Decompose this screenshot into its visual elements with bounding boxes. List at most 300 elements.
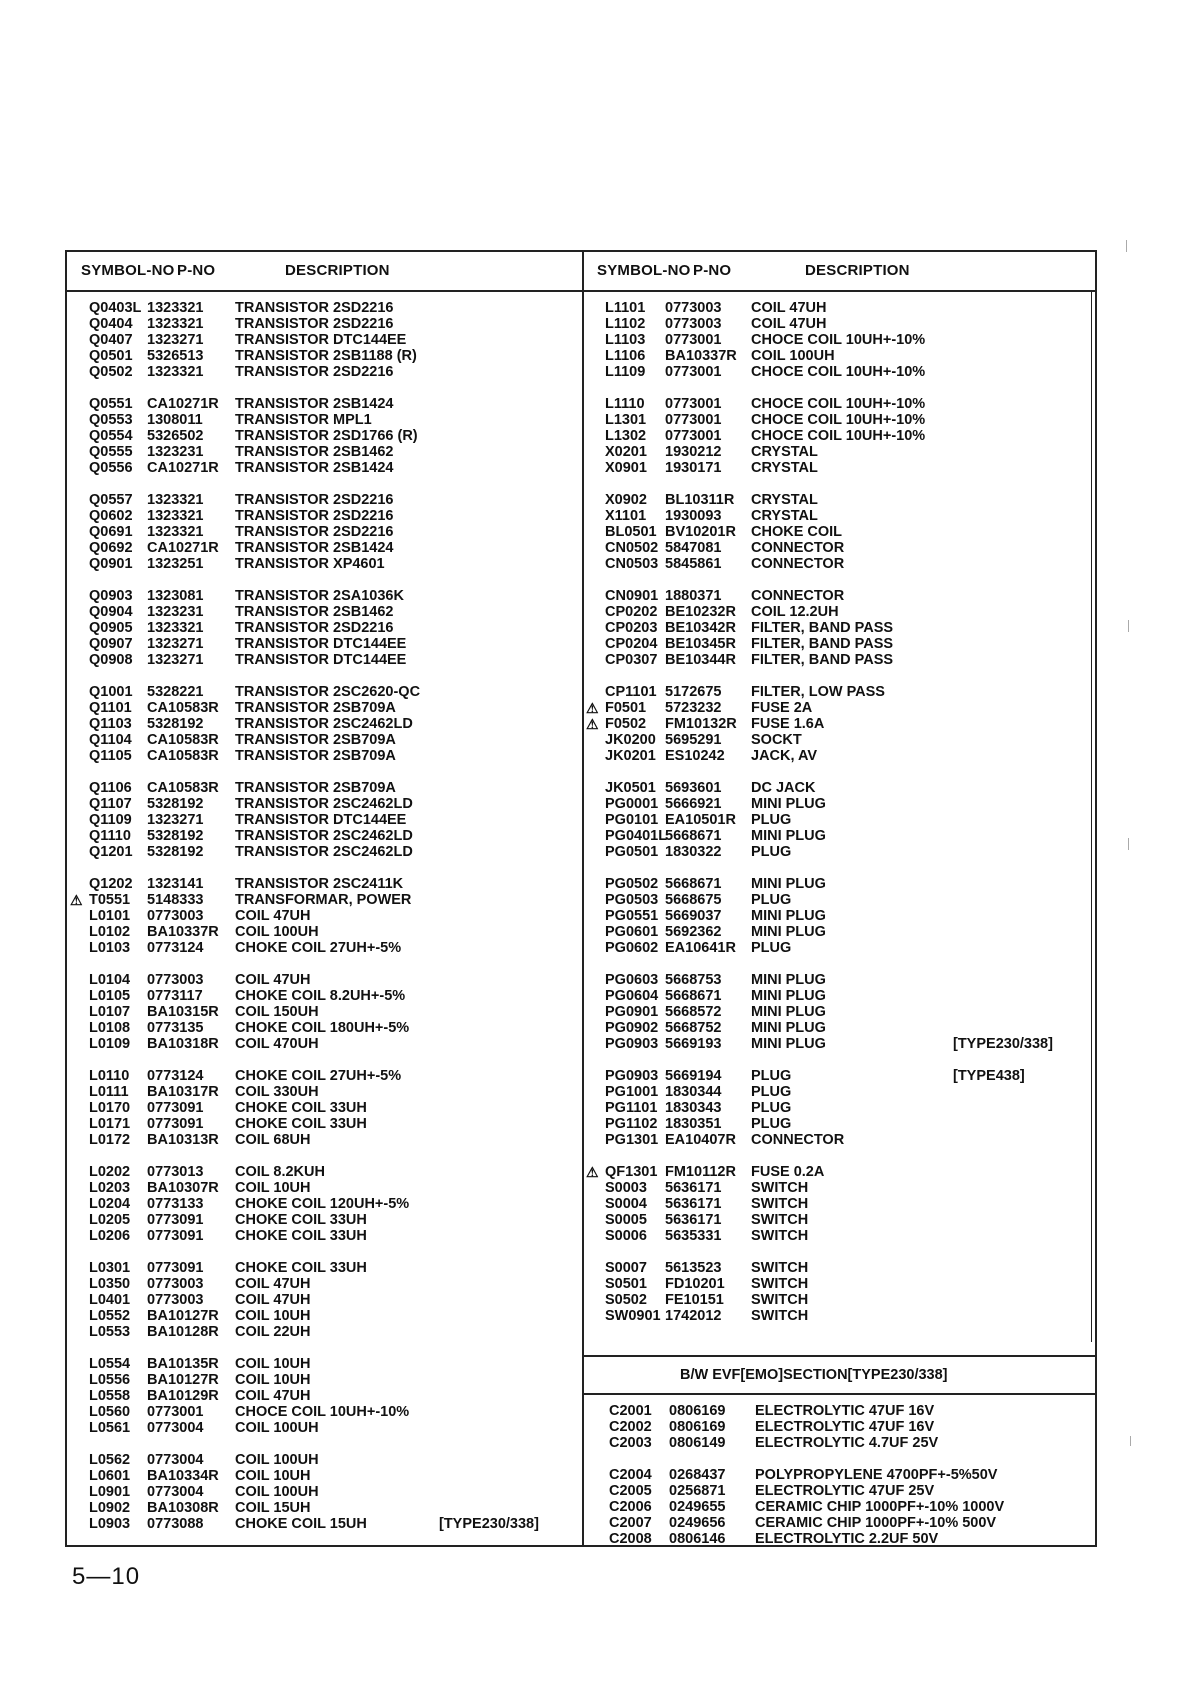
description-cell: SWITCH: [751, 1260, 809, 1276]
description-cell: COIL 15UH: [235, 1500, 311, 1516]
symbol-no-cell: X0901: [605, 460, 647, 476]
description-cell: CRYSTAL: [751, 460, 818, 476]
description-cell: CHOCE COIL 10UH+-10%: [751, 412, 926, 428]
table-row: [89, 1356, 569, 1372]
warning-icon: ⚠: [586, 716, 599, 732]
table-row: [89, 1116, 569, 1132]
table-row: [605, 732, 1095, 748]
description-cell: FUSE 1.6A: [751, 716, 825, 732]
table-row: [89, 1292, 569, 1308]
symbol-no-cell: F0502: [605, 716, 647, 732]
symbol-no-cell: T0551: [89, 892, 131, 908]
part-no-cell: 0773004: [147, 1484, 204, 1500]
description-cell: TRANSISTOR XP4601: [235, 556, 385, 572]
part-no-cell: 1323231: [147, 604, 204, 620]
table-row: [605, 924, 1095, 940]
symbol-no-cell: L0105: [89, 988, 131, 1004]
symbol-no-cell: L0903: [89, 1516, 131, 1532]
symbol-no-cell: Q1201: [89, 844, 133, 860]
description-cell: CHOCE COIL 10UH+-10%: [235, 1404, 410, 1420]
part-no-cell: 5668671: [665, 828, 722, 844]
part-no-cell: 0773001: [665, 364, 722, 380]
part-no-cell: 5668752: [665, 1020, 722, 1036]
symbol-no-cell: L0172: [89, 1132, 131, 1148]
symbol-no-cell: PG1001: [605, 1084, 659, 1100]
part-no-cell: 5666921: [665, 796, 722, 812]
symbol-no-cell: L0556: [89, 1372, 131, 1388]
description-cell: TRANSISTOR 2SB709A: [235, 732, 396, 748]
part-no-cell: 5668572: [665, 1004, 722, 1020]
page-number: 5—10: [72, 1563, 141, 1590]
part-no-cell: 0773003: [147, 1276, 204, 1292]
header-symbol-no-right: SYMBOL-NO: [597, 262, 691, 279]
symbol-no-cell: S0003: [605, 1180, 647, 1196]
description-cell: MINI PLUG: [751, 1004, 826, 1020]
part-no-cell: 5669193: [665, 1036, 722, 1052]
description-cell: CHOCE COIL 10UH+-10%: [751, 396, 926, 412]
symbol-no-cell: PG0903: [605, 1036, 659, 1052]
part-no-cell: 0773001: [665, 428, 722, 444]
part-no-cell: 1323271: [147, 652, 204, 668]
table-row: [586, 700, 1095, 716]
symbol-no-cell: Q0557: [89, 492, 133, 508]
table-row: [605, 332, 1095, 348]
table-row: [605, 1260, 1095, 1276]
table-row: [605, 1020, 1095, 1036]
symbol-no-cell: S0501: [605, 1276, 647, 1292]
part-no-cell: BA10317R: [147, 1084, 219, 1100]
part-no-cell: 0773001: [147, 1404, 204, 1420]
symbol-no-cell: L1103: [605, 332, 646, 348]
part-no-cell: 1323321: [147, 620, 204, 636]
part-no-cell: FE10151: [665, 1292, 724, 1308]
table-row: [89, 588, 569, 604]
type-note: [TYPE230/338]: [439, 1516, 539, 1532]
table-row: [89, 604, 569, 620]
symbol-no-cell: CP0307: [605, 652, 658, 668]
symbol-no-cell: BL0501: [605, 524, 657, 540]
table-row: [605, 604, 1095, 620]
table-row: [89, 940, 569, 956]
part-no-cell: BA10315R: [147, 1004, 219, 1020]
description-cell: FILTER, BAND PASS: [751, 636, 894, 652]
table-row: [605, 812, 1095, 828]
table-row: [605, 300, 1095, 316]
symbol-no-cell: L0601: [89, 1468, 131, 1484]
table-row: [89, 1036, 569, 1052]
part-no-cell: 0773013: [147, 1164, 204, 1180]
table-row: [89, 428, 569, 444]
part-no-cell: 0249655: [669, 1499, 726, 1515]
table-row: [605, 940, 1095, 956]
table-row: [89, 556, 569, 572]
table-row: [89, 364, 569, 380]
table-row: [605, 1292, 1095, 1308]
part-group: [89, 588, 569, 668]
table-row: [605, 556, 1095, 572]
column-divider: [582, 252, 584, 1545]
table-row: [89, 972, 569, 988]
symbol-no-cell: Q0403L: [89, 300, 142, 316]
part-group: [89, 780, 569, 860]
part-no-cell: 0773135: [147, 1020, 204, 1036]
symbol-no-cell: Q1106: [89, 780, 132, 796]
part-group: [586, 1164, 1095, 1244]
part-group: [605, 1068, 1095, 1148]
table-row: [89, 1260, 569, 1276]
description-cell: CHOKE COIL 15UH: [235, 1516, 367, 1532]
table-row: [605, 540, 1095, 556]
symbol-no-cell: L0104: [89, 972, 131, 988]
description-cell: CHOKE COIL 33UH: [235, 1100, 367, 1116]
table-row: [605, 1276, 1095, 1292]
part-group: [89, 1260, 569, 1340]
symbol-no-cell: Q1105: [89, 748, 132, 764]
symbol-no-cell: CP0203: [605, 620, 658, 636]
description-cell: ELECTROLYTIC 47UF 16V: [755, 1403, 935, 1419]
description-cell: CHOKE COIL 33UH: [235, 1212, 367, 1228]
table-row: [605, 1180, 1095, 1196]
symbol-no-cell: L0558: [89, 1388, 131, 1404]
table-row: [89, 812, 569, 828]
table-row: [605, 972, 1095, 988]
table-row: [605, 1100, 1095, 1116]
part-group: [605, 1260, 1095, 1324]
part-no-cell: 0773117: [147, 988, 203, 1004]
description-cell: TRANSISTOR 2SC2620-QC: [235, 684, 421, 700]
table-row: [89, 876, 569, 892]
description-cell: TRANSISTOR 2SD2216: [235, 316, 394, 332]
part-group: [586, 684, 1095, 764]
part-no-cell: 0773004: [147, 1452, 204, 1468]
part-no-cell: 0773133: [147, 1196, 204, 1212]
table-row: [605, 892, 1095, 908]
table-row: [89, 396, 569, 412]
symbol-no-cell: L1101: [605, 300, 646, 316]
part-no-cell: EA10501R: [665, 812, 736, 828]
part-no-cell: 0773088: [147, 1516, 204, 1532]
symbol-no-cell: JK0201: [605, 748, 656, 764]
symbol-no-cell: L0203: [89, 1180, 131, 1196]
part-no-cell: BA10313R: [147, 1132, 219, 1148]
table-row: [89, 796, 569, 812]
table-row: [89, 1020, 569, 1036]
table-row: [89, 988, 569, 1004]
symbol-no-cell: X1101: [605, 508, 647, 524]
description-cell: MINI PLUG: [751, 972, 826, 988]
symbol-no-cell: CP0202: [605, 604, 658, 620]
description-cell: FUSE 0.2A: [751, 1164, 825, 1180]
part-no-cell: BA10129R: [147, 1388, 219, 1404]
table-row: [605, 524, 1095, 540]
symbol-no-cell: L0110: [89, 1068, 130, 1084]
table-row: [605, 1132, 1095, 1148]
description-cell: COIL 10UH: [235, 1372, 311, 1388]
table-row: [89, 1308, 569, 1324]
table-row: [89, 1004, 569, 1020]
part-no-cell: CA10271R: [147, 396, 219, 412]
description-cell: CHOKE COIL 27UH+-5%: [235, 940, 402, 956]
symbol-no-cell: F0501: [605, 700, 647, 716]
symbol-no-cell: L0109: [89, 1036, 131, 1052]
table-row: [605, 1228, 1095, 1244]
description-cell: CHOCE COIL 10UH+-10%: [751, 364, 926, 380]
symbol-no-cell: S0006: [605, 1228, 647, 1244]
part-no-cell: 1930171: [665, 460, 722, 476]
part-no-cell: 1323271: [147, 636, 204, 652]
part-no-cell: 5668753: [665, 972, 722, 988]
part-no-cell: 0268437: [669, 1467, 726, 1483]
part-group: [605, 1467, 1095, 1547]
symbol-no-cell: Q0908: [89, 652, 133, 668]
description-cell: TRANSISTOR 2SC2411K: [235, 876, 404, 892]
type-note: [TYPE438]: [953, 1068, 1025, 1084]
table-row: [605, 364, 1095, 380]
description-cell: TRANSISTOR 2SD2216: [235, 508, 394, 524]
part-no-cell: 0773001: [665, 396, 722, 412]
symbol-no-cell: PG0604: [605, 988, 659, 1004]
table-row: [605, 444, 1095, 460]
description-cell: COIL 12.2UH: [751, 604, 839, 620]
description-cell: MINI PLUG: [751, 924, 826, 940]
table-row: [89, 508, 569, 524]
description-cell: SWITCH: [751, 1212, 809, 1228]
part-no-cell: 0773091: [147, 1116, 204, 1132]
symbol-no-cell: L0204: [89, 1196, 131, 1212]
part-group: [89, 1452, 569, 1532]
description-cell: TRANSISTOR 2SB1424: [235, 396, 394, 412]
description-cell: TRANSISTOR DTC144EE: [235, 332, 407, 348]
symbol-no-cell: PG1101: [605, 1100, 658, 1116]
description-cell: PLUG: [751, 892, 792, 908]
table-row: [89, 908, 569, 924]
part-no-cell: 0773001: [665, 332, 722, 348]
description-cell: TRANSISTOR 2SD2216: [235, 300, 394, 316]
description-cell: SWITCH: [751, 1308, 809, 1324]
part-no-cell: 0806149: [669, 1435, 726, 1451]
description-cell: PLUG: [751, 812, 792, 828]
description-cell: TRANSISTOR 2SD1766 (R): [235, 428, 418, 444]
part-no-cell: 5847081: [665, 540, 722, 556]
symbol-no-cell: Q0903: [89, 588, 133, 604]
table-row: [89, 732, 569, 748]
symbol-no-cell: X0902: [605, 492, 647, 508]
table-row: [605, 1068, 1095, 1084]
table-row: [89, 1500, 569, 1516]
symbol-no-cell: C2007: [609, 1515, 652, 1531]
description-cell: CHOKE COIL 180UH+-5%: [235, 1020, 410, 1036]
description-cell: CRYSTAL: [751, 508, 818, 524]
part-no-cell: FM10132R: [665, 716, 737, 732]
table-row: [605, 412, 1095, 428]
symbol-no-cell: L0301: [89, 1260, 131, 1276]
part-no-cell: CA10271R: [147, 540, 219, 556]
table-row: [605, 1483, 1095, 1499]
part-no-cell: 0773003: [665, 316, 722, 332]
part-no-cell: BA10318R: [147, 1036, 219, 1052]
symbol-no-cell: Q1110: [89, 828, 131, 844]
symbol-no-cell: Q1109: [89, 812, 132, 828]
margin-mark: [1128, 838, 1129, 850]
part-group: [605, 1403, 1095, 1451]
part-no-cell: BE10342R: [665, 620, 736, 636]
symbol-no-cell: L1106: [605, 348, 646, 364]
description-cell: COIL 47UH: [235, 972, 311, 988]
part-no-cell: 5326502: [147, 428, 204, 444]
description-cell: TRANSISTOR 2SB1462: [235, 444, 394, 460]
symbol-no-cell: L0111: [89, 1084, 129, 1100]
margin-mark: [1128, 620, 1129, 632]
warning-icon: ⚠: [586, 1164, 599, 1180]
symbol-no-cell: L0171: [89, 1116, 131, 1132]
symbol-no-cell: Q1101: [89, 700, 132, 716]
part-no-cell: 5613523: [665, 1260, 722, 1276]
description-cell: PLUG: [751, 940, 792, 956]
part-no-cell: 5692362: [665, 924, 722, 940]
symbol-no-cell: Q1202: [89, 876, 133, 892]
symbol-no-cell: L0552: [89, 1308, 131, 1324]
part-no-cell: 1308011: [147, 412, 203, 428]
description-cell: PLUG: [751, 1084, 792, 1100]
description-cell: TRANSISTOR 2SB1424: [235, 540, 394, 556]
type-note: [TYPE230/338]: [953, 1036, 1053, 1052]
description-cell: FILTER, BAND PASS: [751, 652, 894, 668]
symbol-no-cell: L0562: [89, 1452, 131, 1468]
symbol-no-cell: PG0603: [605, 972, 659, 988]
table-row: [89, 444, 569, 460]
symbol-no-cell: L0103: [89, 940, 131, 956]
symbol-no-cell: PG0503: [605, 892, 659, 908]
description-cell: CHOKE COIL 33UH: [235, 1228, 367, 1244]
table-row: [605, 1499, 1095, 1515]
table-row: [605, 1084, 1095, 1100]
part-no-cell: BV10201R: [665, 524, 736, 540]
symbol-no-cell: Q0551: [89, 396, 133, 412]
part-no-cell: 1323321: [147, 300, 204, 316]
symbol-no-cell: PG0501: [605, 844, 659, 860]
left-column: [70, 300, 569, 1548]
description-cell: TRANSISTOR 2SA1036K: [235, 588, 404, 604]
table-row: [605, 1515, 1095, 1531]
part-no-cell: 5328221: [147, 684, 204, 700]
symbol-no-cell: PG1301: [605, 1132, 659, 1148]
part-no-cell: BA10337R: [147, 924, 219, 940]
part-group: [605, 588, 1095, 668]
table-row: [605, 620, 1095, 636]
table-row: [605, 588, 1095, 604]
description-cell: SWITCH: [751, 1180, 809, 1196]
table-row: [89, 1516, 569, 1532]
table-row: [89, 524, 569, 540]
table-row: [586, 716, 1095, 732]
table-row: [89, 412, 569, 428]
part-group: [89, 492, 569, 572]
symbol-no-cell: L0401: [89, 1292, 131, 1308]
part-no-cell: 0773003: [665, 300, 722, 316]
description-cell: TRANSFORMAR, POWER: [235, 892, 412, 908]
description-cell: TRANSISTOR DTC144EE: [235, 636, 407, 652]
part-group: [89, 684, 569, 764]
table-row: [605, 748, 1095, 764]
symbol-no-cell: C2006: [609, 1499, 652, 1515]
table-row: [89, 1324, 569, 1340]
description-cell: COIL 330UH: [235, 1084, 319, 1100]
part-no-cell: BA10308R: [147, 1500, 219, 1516]
symbol-no-cell: PG0401L: [605, 828, 668, 844]
part-no-cell: 0806169: [669, 1403, 726, 1419]
table-row: [605, 396, 1095, 412]
table-row: [605, 1531, 1095, 1547]
table-row: [89, 1452, 569, 1468]
table-row: [89, 300, 569, 316]
symbol-no-cell: Q0901: [89, 556, 133, 572]
symbol-no-cell: C2005: [609, 1483, 652, 1499]
description-cell: TRANSISTOR 2SD2216: [235, 620, 394, 636]
part-no-cell: 5328192: [147, 828, 204, 844]
table-row: [89, 748, 569, 764]
description-cell: ELECTROLYTIC 2.2UF 50V: [755, 1531, 939, 1547]
table-row: [89, 1404, 569, 1420]
symbol-no-cell: X0201: [605, 444, 647, 460]
description-cell: ELECTROLYTIC 47UF 25V: [755, 1483, 935, 1499]
description-cell: ELECTROLYTIC 47UF 16V: [755, 1419, 935, 1435]
symbol-no-cell: S0004: [605, 1196, 647, 1212]
table-row: [605, 460, 1095, 476]
description-cell: COIL 47UH: [751, 300, 827, 316]
description-cell: COIL 10UH: [235, 1356, 311, 1372]
part-no-cell: 5636171: [665, 1196, 722, 1212]
table-row: [605, 828, 1095, 844]
part-no-cell: 0806169: [669, 1419, 726, 1435]
description-cell: CERAMIC CHIP 1000PF+-10% 500V: [755, 1515, 997, 1531]
part-no-cell: 0773003: [147, 972, 204, 988]
part-no-cell: 0773091: [147, 1212, 204, 1228]
description-cell: SWITCH: [751, 1292, 809, 1308]
table-row: [89, 1388, 569, 1404]
header-p-no-right: P-NO: [693, 262, 732, 279]
part-no-cell: 0773003: [147, 908, 204, 924]
symbol-no-cell: L0205: [89, 1212, 131, 1228]
symbol-no-cell: Q0691: [89, 524, 133, 540]
part-group: [89, 300, 569, 380]
description-cell: TRANSISTOR 2SB1462: [235, 604, 394, 620]
part-no-cell: 0773124: [147, 940, 204, 956]
symbol-no-cell: Q0556: [89, 460, 133, 476]
description-cell: SWITCH: [751, 1196, 809, 1212]
symbol-no-cell: L0561: [89, 1420, 131, 1436]
symbol-no-cell: Q0692: [89, 540, 133, 556]
part-no-cell: 1323231: [147, 444, 204, 460]
table-row: [605, 1435, 1095, 1451]
table-row: [605, 908, 1095, 924]
symbol-no-cell: Q0602: [89, 508, 133, 524]
part-no-cell: 5172675: [665, 684, 722, 700]
part-no-cell: 5668671: [665, 876, 722, 892]
description-cell: COIL 10UH: [235, 1468, 311, 1484]
table-row: [70, 892, 569, 908]
description-cell: CHOKE COIL 8.2UH+-5%: [235, 988, 406, 1004]
part-no-cell: BA10135R: [147, 1356, 219, 1372]
description-cell: CERAMIC CHIP 1000PF+-10% 1000V: [755, 1499, 1005, 1515]
description-cell: ELECTROLYTIC 4.7UF 25V: [755, 1435, 939, 1451]
symbol-no-cell: L0902: [89, 1500, 131, 1516]
symbol-no-cell: L0108: [89, 1020, 131, 1036]
part-group: [89, 1068, 569, 1148]
part-no-cell: 5668671: [665, 988, 722, 1004]
description-cell: CHOKE COIL: [751, 524, 843, 540]
description-cell: POLYPROPYLENE 4700PF+-5%50V: [755, 1467, 998, 1483]
part-no-cell: BL10311R: [665, 492, 735, 508]
